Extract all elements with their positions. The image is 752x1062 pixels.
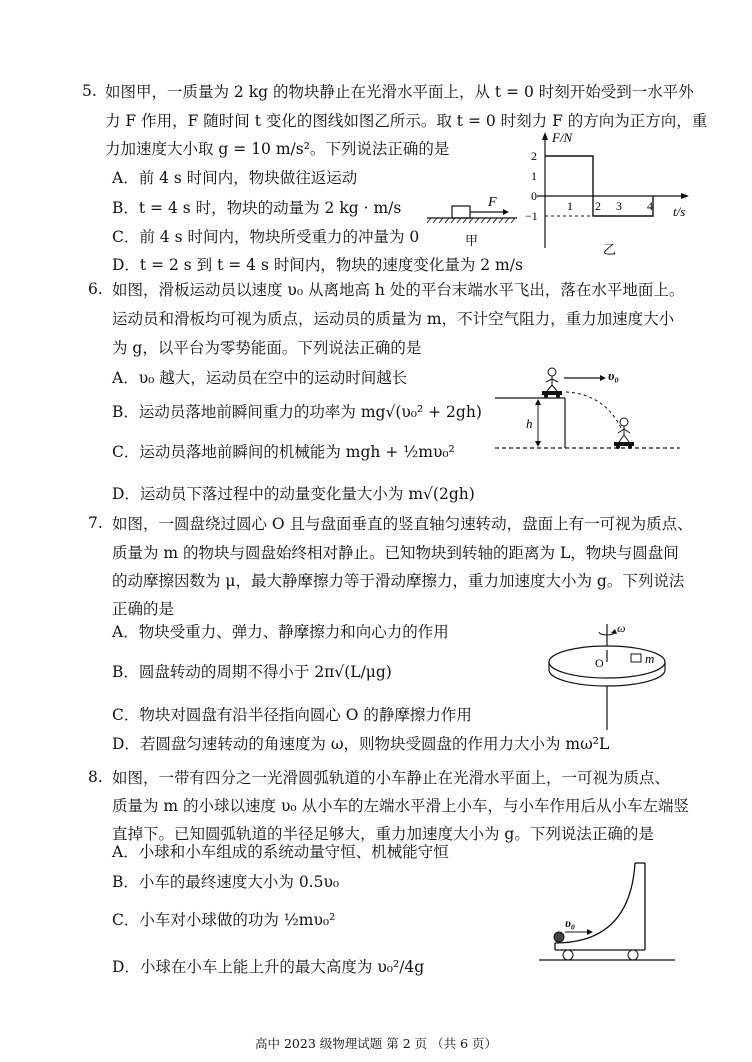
- trajectory: [566, 392, 622, 430]
- figure-skateboard-jump: [490, 358, 690, 458]
- question-stem-line: 如图，滑板运动员以速度 υ₀ 从离地高 h 处的平台末端水平飞出，落在水平地面上。: [112, 281, 685, 299]
- mass-label: m: [645, 651, 655, 666]
- skater-start: [542, 368, 562, 398]
- option-a: A．小球和小车组成的系统动量守恒、机械能守恒: [112, 843, 449, 861]
- force-label: F: [488, 195, 497, 210]
- question-stem-line: 为 g，以平台为零势能面。下列说法正确的是: [112, 339, 422, 357]
- wheel: [563, 950, 573, 960]
- arc-track: [555, 863, 635, 943]
- figure-label-jia: 甲: [465, 233, 479, 248]
- option-d: D．小球在小车上能上升的最大高度为 υ₀²/4g: [112, 958, 425, 976]
- figure-rotating-disc: [545, 620, 710, 740]
- figure-cart-arc: [535, 848, 685, 970]
- option-d: D．t = 2 s 到 t = 4 s 时间内，物块的速度变化量为 2 m/s: [112, 256, 523, 274]
- block: [631, 654, 641, 662]
- option-a: A．υ₀ 越大，运动员在空中的运动时间越长: [112, 369, 408, 387]
- option-b: B．t = 4 s 时，物块的动量为 2 kg · m/s: [112, 199, 402, 217]
- height-arrow-up: [535, 399, 541, 405]
- question-stem-line: 如图，一带有四分之一光滑圆弧轨道的小车静止在光滑水平面上，一可视为质点、: [112, 769, 671, 787]
- x-tick-label: 1: [567, 199, 573, 213]
- question-stem-line: 质量为 m 的物块与圆盘始终相对静止。已知物块到转轴的距离为 L，物块与圆盘间: [112, 544, 679, 562]
- option-d: D．运动员下落过程中的动量变化量大小为 m√(2gh): [112, 485, 475, 503]
- height-arrow-down: [535, 441, 541, 447]
- question-stem-line: 正确的是: [112, 600, 175, 618]
- page-footer: 高中 2023 级物理试题 第 2 页 （共 6 页）: [254, 1036, 497, 1051]
- option-c: C．物块对圆盘有沿半径指向圆心 O 的静摩擦力作用: [112, 706, 472, 724]
- question-stem-line: 如图甲，一质量为 2 kg 的物块静止在光滑水平面上，从 t = 0 时刻开始受到一水平外: [105, 83, 694, 101]
- x-tick-label: 2: [595, 199, 601, 213]
- x-axis-label: t/s: [673, 204, 686, 219]
- y-axis-label: F/N: [552, 130, 573, 145]
- omega-label: ω: [617, 621, 626, 635]
- figure-yi-ft-graph: [525, 130, 705, 260]
- option-b: B．运动员落地前瞬间重力的功率为 mg√(υ₀² + 2gh): [112, 403, 482, 421]
- x-tick-label: 4: [647, 199, 653, 213]
- question-stem-line: 质量为 m 的小球以速度 υ₀ 从小车的左端水平滑上小车，与小车作用后从小车左端竖: [112, 797, 690, 815]
- question-number: 5.: [82, 82, 97, 100]
- question-number: 8.: [88, 768, 103, 786]
- x-axis-arrow: [681, 193, 689, 199]
- block: [452, 206, 470, 218]
- option-a: A．前 4 s 时间内，物块做往返运动: [112, 169, 358, 187]
- question-number: 6.: [88, 280, 103, 298]
- force-arrowhead: [503, 209, 509, 215]
- ground-hatch: [427, 218, 515, 223]
- question-stem-line: 运动员和滑板均可视为质点，运动员的质量为 m，不计空气阻力，重力加速度大小: [112, 310, 675, 328]
- guide: [555, 863, 646, 943]
- option-c: C．小车对小球做的功为 ½mυ₀²: [112, 911, 336, 929]
- option-c: C．运动员落地前瞬间的机械能为 mgh + ½mυ₀²: [112, 443, 455, 461]
- question-stem-line: 力加速度大小取 g = 10 m/s²。下列说法正确的是: [105, 140, 450, 158]
- option-a: A．物块受重力、弹力、静摩擦力和向心力的作用: [112, 623, 449, 641]
- question-stem-line: 的动摩擦因数为 μ，最大静摩擦力等于滑动摩擦力，重力加速度大小为 g。下列说法: [112, 572, 685, 590]
- y-axis-arrow: [542, 132, 548, 140]
- ball: [554, 932, 564, 942]
- x-tick-label: 3: [616, 199, 622, 213]
- question-stem-line: 力 F 作用，F 随时间 t 变化的图线如图乙所示。取 t = 0 时刻力 F 的方向为正方向，重: [105, 112, 708, 130]
- figure-label-yi: 乙: [603, 242, 617, 257]
- skater-landing: [614, 418, 634, 449]
- option-b: B．圆盘转动的周期不得小于 2π√(L/μg): [112, 663, 392, 681]
- figure-jia: [425, 190, 525, 250]
- center-label: O: [595, 656, 604, 670]
- velocity-arrowhead: [600, 375, 606, 381]
- height-label: h: [526, 416, 533, 431]
- wheel: [628, 950, 638, 960]
- y-tick-label: 1: [531, 169, 537, 183]
- option-d: D．若圆盘匀速转动的角速度为 ω，则物块受圆盘的作用力大小为 mω²L: [112, 735, 610, 753]
- option-b: B．小车的最终速度大小为 0.5υ₀: [112, 873, 340, 891]
- velocity-label: υ₀: [608, 368, 619, 383]
- y-tick-label: 2: [531, 149, 537, 163]
- velocity-label: υ₀: [565, 916, 576, 930]
- y-tick-label: 0: [531, 189, 537, 203]
- velocity-arrowhead: [587, 929, 593, 935]
- question-stem-line: 如图，一圆盘绕过圆心 O 且与盘面垂直的竖直轴匀速转动，盘面上有一可视为质点、: [112, 515, 693, 533]
- question-stem-line: 直掉下。已知圆弧轨道的半径足够大，重力加速度大小为 g。下列说法正确的是: [112, 825, 654, 843]
- question-number: 7.: [88, 514, 103, 532]
- option-c: C．前 4 s 时间内，物块所受重力的冲量为 0: [112, 228, 420, 246]
- y-tick-label: −1: [525, 209, 538, 223]
